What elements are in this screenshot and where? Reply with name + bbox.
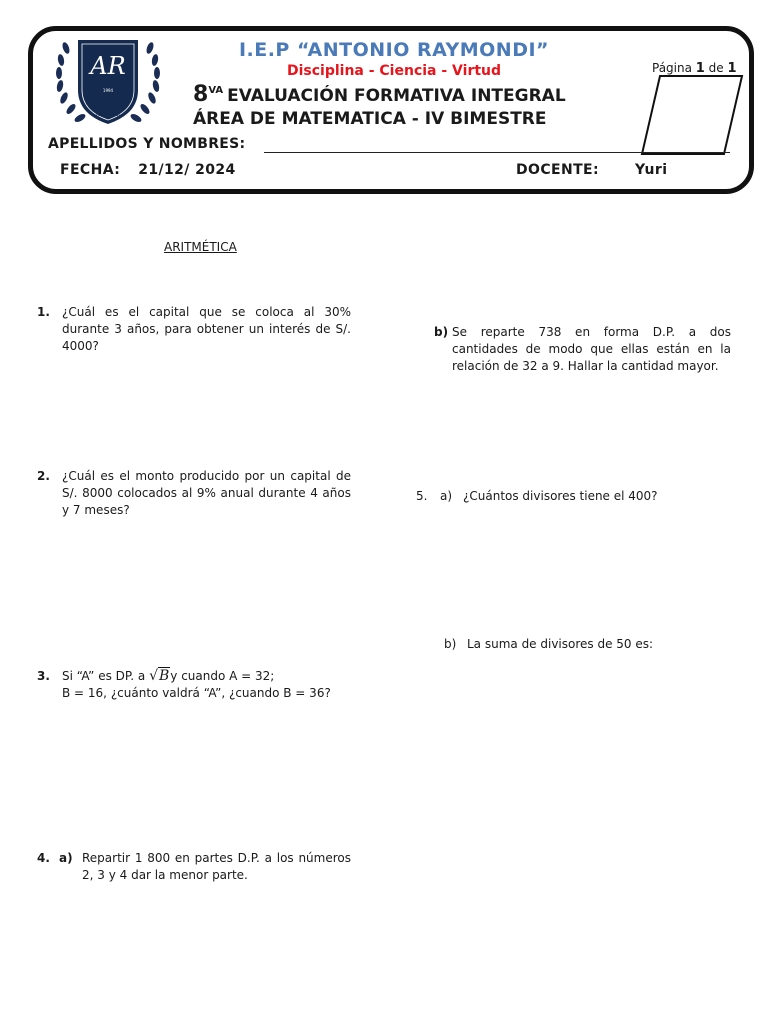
- sqrt-variable: B: [158, 668, 170, 684]
- page-current: 1: [695, 61, 705, 76]
- question-sub-label: a): [440, 489, 453, 503]
- question-text-pre: Si “A” es DP. a: [62, 669, 146, 683]
- question-number: 4.: [37, 851, 50, 865]
- section-title: ARITMÉTICA: [164, 240, 237, 254]
- page-sep: de: [708, 61, 724, 75]
- question-number: 2.: [37, 469, 50, 483]
- names-label: APELLIDOS Y NOMBRES:: [48, 136, 246, 152]
- question-1: [37, 304, 351, 355]
- question-number: 1.: [37, 305, 50, 319]
- teacher-row: [516, 162, 667, 178]
- question-2: [37, 468, 351, 519]
- page-label: Página: [652, 61, 692, 75]
- teacher-label: DOCENTE:: [516, 162, 599, 178]
- question-4a: [37, 850, 351, 884]
- question-number: 5.: [416, 489, 428, 503]
- question-number: 3.: [37, 669, 50, 683]
- teacher-value: Yuri: [635, 162, 668, 178]
- question-text: ¿Cuántos divisores tiene el 400?: [463, 489, 658, 503]
- question-sub-label: b): [434, 325, 449, 339]
- evaluation-title: [193, 82, 566, 107]
- area-title: ÁREA DE MATEMATICA - IV BIMESTRE: [193, 109, 547, 129]
- svg-text:RAYMONDI: RAYMONDI: [95, 113, 121, 118]
- names-field[interactable]: [264, 152, 730, 153]
- date-label: FECHA:: [60, 162, 121, 178]
- page-total: 1: [727, 61, 737, 76]
- question-text: Se reparte 738 en forma D.P. a dos cantidades de modo que ellas están en la relación de 32 a 9. Hallar la cantidad mayor.: [452, 325, 731, 373]
- date-value: 21/12/ 2024: [138, 162, 236, 178]
- school-title: I.E.P “ANTONIO RAYMONDI”: [238, 39, 550, 61]
- question-sub-label: a): [59, 851, 73, 865]
- svg-text:AR: AR: [90, 52, 126, 80]
- question-text: ¿Cuál es el monto producido por un capital de S/. 8000 colocados al 9% anual durante 4 años y 7 meses?: [62, 469, 351, 517]
- svg-text:1994: 1994: [102, 88, 114, 93]
- question-3: [37, 668, 351, 702]
- question-text: Repartir 1 800 en partes D.P. a los números 2, 3 y 4 dar la menor parte.: [82, 851, 351, 882]
- question-5b: [444, 636, 724, 653]
- grade-box[interactable]: [640, 74, 744, 156]
- question-text: ¿Cuál es el capital que se coloca al 30% durante 3 años, para obtener un interés de S/. 4000?: [62, 305, 351, 353]
- school-motto: Disciplina - Ciencia - Virtud: [286, 63, 502, 79]
- question-4b: [434, 324, 731, 375]
- evaluation-ordinal: VA: [208, 85, 224, 96]
- sqrt-expression: √B: [149, 668, 170, 684]
- question-text: La suma de divisores de 50 es:: [467, 637, 654, 651]
- question-5a: [416, 488, 716, 505]
- date-row: [60, 162, 236, 178]
- question-text-line2: B = 16, ¿cuánto valdrá “A”, ¿cuando B = 36?: [62, 686, 331, 700]
- evaluation-title-text: EVALUACIÓN FORMATIVA INTEGRAL: [227, 86, 566, 106]
- question-text-post: y cuando A = 32;: [170, 669, 275, 683]
- svg-text:COLEGIO: COLEGIO: [94, 105, 122, 112]
- question-sub-label: b): [444, 637, 457, 651]
- evaluation-number: 8: [193, 82, 209, 107]
